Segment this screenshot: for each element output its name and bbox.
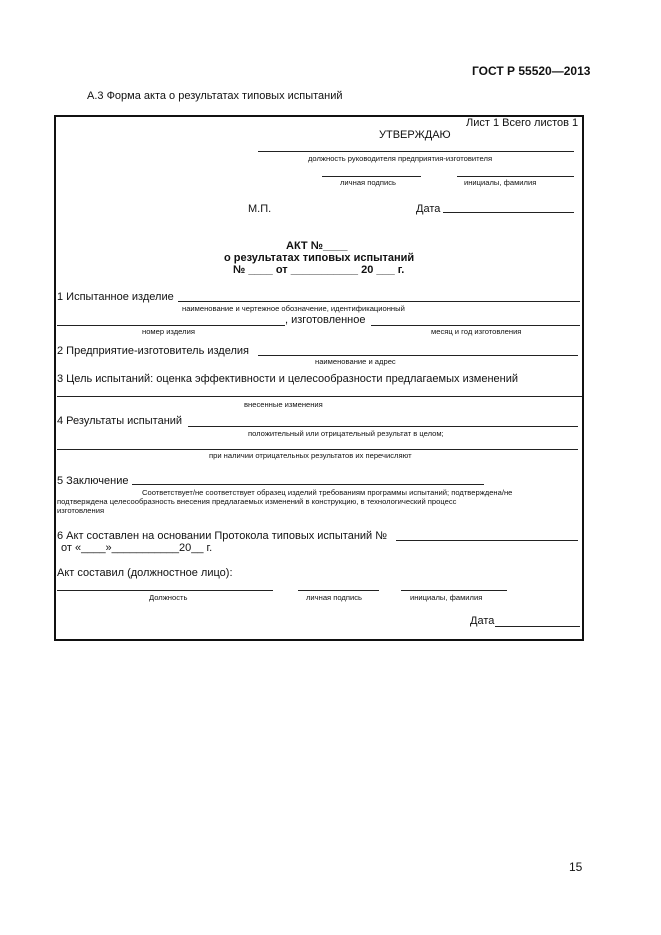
section-title: А.3 Форма акта о результатах типовых испытаний bbox=[87, 90, 343, 102]
act-title: АКТ №____ bbox=[286, 240, 348, 252]
compiled-label: Акт составил (должностное лицо): bbox=[57, 567, 233, 579]
signature-caption-2: личная подпись bbox=[306, 593, 362, 602]
item5-label: 5 Заключение bbox=[57, 475, 129, 487]
initials-caption: инициалы, фамилия bbox=[464, 178, 537, 187]
item2-name-line[interactable] bbox=[258, 355, 578, 356]
position-line[interactable] bbox=[57, 590, 273, 591]
item4-label: 4 Результаты испытаний bbox=[57, 415, 183, 427]
item4-result-line[interactable] bbox=[188, 426, 578, 427]
stamp-label: М.П. bbox=[248, 203, 272, 215]
position-caption: Должность bbox=[149, 593, 188, 602]
approve-date-line[interactable] bbox=[443, 212, 574, 213]
approver-position-line[interactable] bbox=[258, 151, 574, 152]
act-subtitle: о результатах типовых испытаний bbox=[224, 252, 415, 264]
protocol-number-line[interactable] bbox=[396, 540, 578, 541]
page-number: 15 bbox=[569, 860, 583, 874]
item3-changes-line[interactable] bbox=[57, 396, 582, 397]
item3-label: 3 Цель испытаний: оценка эффективности и целесообразности предлагаемых изменений bbox=[57, 373, 518, 385]
signature-caption: личная подпись bbox=[340, 178, 396, 187]
item4-negative-line[interactable] bbox=[57, 449, 578, 450]
item5-caption-1: Соответствует/не соответствует образец изделий требованиям программы испытаний; подтверждена/не bbox=[142, 488, 513, 497]
initials-line[interactable] bbox=[401, 590, 507, 591]
item1-name-line[interactable] bbox=[178, 301, 580, 302]
final-date-label: Дата bbox=[470, 615, 495, 627]
item4-caption: положительный или отрицательный результат в целом; bbox=[248, 429, 444, 438]
approver-initials-line[interactable] bbox=[457, 176, 574, 177]
item4-caption2: при наличии отрицательных результатов их перечисляют bbox=[209, 451, 412, 460]
sheet-info: Лист 1 Всего листов 1 bbox=[466, 117, 579, 129]
approver-position-caption: должность руководителя предприятия-изготовителя bbox=[308, 154, 493, 163]
item5-conclusion-line[interactable] bbox=[132, 484, 484, 485]
manufacture-date-line[interactable] bbox=[371, 325, 580, 326]
month-year-caption: месяц и год изготовления bbox=[431, 327, 522, 336]
item-number-caption: номер изделия bbox=[142, 327, 195, 336]
initials-caption-2: инициалы, фамилия bbox=[410, 593, 483, 602]
approve-label: УТВЕРЖДАЮ bbox=[379, 129, 451, 141]
item6-date: от «____»___________20__ г. bbox=[61, 542, 213, 554]
final-date-line[interactable] bbox=[495, 626, 580, 627]
approver-signature-line[interactable] bbox=[322, 176, 421, 177]
item5-caption-3: изготовления bbox=[57, 506, 105, 515]
item5-caption-2: подтверждена целесообразность внесения предлагаемых изменений в конструкцию, в технологический процесс bbox=[57, 497, 457, 506]
item1-caption: наименование и чертежное обозначение, идентификационный bbox=[182, 304, 405, 313]
act-number-date: № ____ от ___________ 20 ___ г. bbox=[233, 264, 405, 276]
item-number-line[interactable] bbox=[57, 325, 285, 326]
standard-header: ГОСТ Р 55520—2013 bbox=[472, 64, 591, 78]
date-label: Дата bbox=[416, 203, 441, 215]
item3-caption: внесенные изменения bbox=[244, 400, 323, 409]
item1-label: 1 Испытанное изделие bbox=[57, 291, 174, 303]
item2-caption: наименование и адрес bbox=[315, 357, 396, 366]
item2-label: 2 Предприятие-изготовитель изделия bbox=[57, 345, 249, 357]
item6-label: 6 Акт составлен на основании Протокола типовых испытаний № bbox=[57, 530, 388, 542]
manufactured-label: , изготовленное bbox=[285, 314, 366, 326]
signature-line[interactable] bbox=[298, 590, 379, 591]
